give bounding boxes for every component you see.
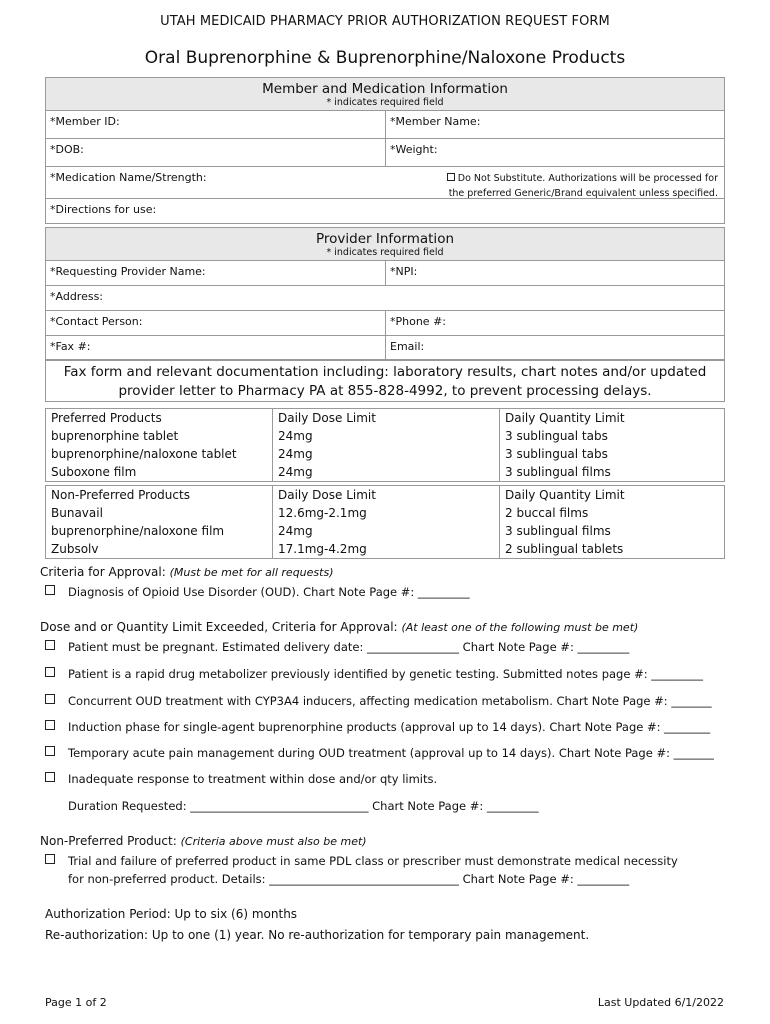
table-cell: 24mg [273, 445, 500, 463]
criteria-item-cyp3a4[interactable] [45, 694, 712, 708]
criteria-item-text: Patient must be pregnant. Estimated delivery date: ________________ Chart Note Page #: _________ [68, 640, 630, 654]
table-cell: buprenorphine tablet [46, 427, 273, 445]
nonpreferred-criteria-note: (Criteria above must also be met) [180, 835, 367, 848]
criteria-item-text: Temporary acute pain management during OUD treatment (approval up to 14 days). Chart Note Page #: _______ [68, 746, 714, 760]
table-cell: Bunavail [46, 504, 273, 522]
member-medication-section [45, 77, 725, 224]
criteria-approval-title: Criteria for Approval: [40, 565, 166, 579]
table-row [46, 504, 725, 522]
member-name-field[interactable]: *Member Name: [390, 115, 481, 128]
criteria-item-acute-pain[interactable] [45, 746, 714, 760]
fax-instructions [45, 360, 725, 402]
column-header: Daily Quantity Limit [500, 486, 725, 505]
dose-criteria-heading [40, 620, 740, 634]
table-cell: 24mg [273, 522, 500, 540]
table-row [46, 427, 725, 445]
table-cell: 17.1mg-4.2mg [273, 540, 500, 559]
table-cell: 24mg [273, 427, 500, 445]
dose-criteria-note: (At least one of the following must be met) [401, 621, 639, 634]
authorization-period: Authorization Period: Up to six (6) months [45, 907, 298, 921]
table-cell: 2 buccal films [500, 504, 725, 522]
criteria-item-induction[interactable] [45, 720, 710, 734]
table-row [46, 522, 725, 540]
criteria-approval-note: (Must be met for all requests) [169, 566, 334, 579]
directions-field[interactable]: *Directions for use: [50, 203, 157, 216]
table-header-row [46, 409, 725, 428]
trial-failure-checkbox[interactable] [45, 854, 55, 864]
column-header: Daily Dose Limit [273, 409, 500, 428]
nonpreferred-criteria-heading [40, 834, 740, 848]
dns-text-line1: Do Not Substitute. Authorizations will be processed for [457, 173, 718, 184]
oud-diagnosis-checkbox[interactable] [45, 585, 55, 595]
provider-section-title: Provider Information [315, 231, 455, 247]
member-section-subtitle: * indicates required field [326, 97, 444, 108]
criteria-item-text: Inadequate response to treatment within dose and/or qty limits. [68, 772, 438, 786]
induction-checkbox[interactable] [45, 720, 55, 730]
page-number: Page 1 of 2 [45, 996, 107, 1009]
contact-person-field[interactable]: *Contact Person: [46, 311, 386, 335]
cyp3a4-checkbox[interactable] [45, 694, 55, 704]
table-cell: 3 sublingual films [500, 463, 725, 482]
pregnant-checkbox[interactable] [45, 640, 55, 650]
weight-field[interactable]: *Weight: [390, 143, 438, 156]
acute-pain-checkbox[interactable] [45, 746, 55, 756]
criteria-item-text: Concurrent OUD treatment with CYP3A4 inducers, affecting medication metabolism. Chart Note Page #: _______ [68, 694, 712, 708]
trial-failure-item[interactable] [45, 854, 678, 868]
member-section-header [46, 78, 724, 111]
column-header: Preferred Products [46, 409, 273, 428]
rapid-metabolizer-checkbox[interactable] [45, 667, 55, 677]
oud-diagnosis-text: Diagnosis of Opioid Use Disorder (OUD). Chart Note Page #: _________ [68, 585, 470, 599]
table-cell: buprenorphine/naloxone tablet [46, 445, 273, 463]
criteria-item-text: Induction phase for single-agent buprenorphine products (approval up to 14 days). Chart Note Page #: ________ [68, 720, 711, 734]
reauthorization-note: Re-authorization: Up to one (1) year. No re-authorization for temporary pain management. [45, 928, 590, 942]
form-title: Oral Buprenorphine & Buprenorphine/Naloxone Products [144, 48, 626, 68]
provider-section [45, 227, 725, 360]
trial-failure-details-field[interactable]: for non-preferred product. Details: _________________________________ Chart Note Page #: _________ [68, 872, 630, 886]
member-id-field[interactable]: *Member ID: [46, 111, 386, 138]
criteria-item-pregnant[interactable] [45, 640, 629, 654]
npi-field[interactable]: *NPI: [390, 265, 418, 278]
provider-name-field[interactable]: *Requesting Provider Name: [46, 261, 386, 285]
dob-field[interactable]: *DOB: [46, 139, 386, 166]
phone-field[interactable]: *Phone #: [390, 315, 446, 328]
table-cell: Zubsolv [46, 540, 273, 559]
criteria-item-text: Patient is a rapid drug metabolizer previously identified by genetic testing. Submitted notes page #: _________ [68, 667, 703, 681]
nonpreferred-criteria-title: Non-Preferred Product: [40, 834, 177, 848]
nonpreferred-products-table [45, 485, 725, 559]
table-cell: 12.6mg-2.1mg [273, 504, 500, 522]
table-header-row [46, 486, 725, 505]
table-cell: buprenorphine/naloxone film [46, 522, 273, 540]
criteria-item-inadequate-response[interactable] [45, 772, 437, 786]
last-updated: Last Updated 6/1/2022 [597, 996, 724, 1009]
table-cell: Suboxone film [46, 463, 273, 482]
medication-field[interactable]: *Medication Name/Strength: [50, 171, 207, 184]
table-row [46, 445, 725, 463]
fax-field[interactable]: *Fax #: [46, 336, 386, 359]
do-not-substitute-checkbox[interactable] [447, 173, 455, 181]
provider-section-subtitle: * indicates required field [326, 247, 444, 258]
criteria-approval-heading [40, 565, 740, 579]
table-cell: 2 sublingual tablets [500, 540, 725, 559]
oud-diagnosis-item[interactable] [45, 585, 470, 599]
dns-text-line2: the preferred Generic/Brand equivalent unless specified. [448, 188, 718, 199]
fax-note-line2: provider letter to Pharmacy PA at 855-828-4992, to prevent processing delays. [118, 383, 652, 399]
column-header: Daily Quantity Limit [500, 409, 725, 428]
table-row [46, 540, 725, 559]
column-header: Non-Preferred Products [46, 486, 273, 505]
form-header: UTAH MEDICAID PHARMACY PRIOR AUTHORIZATION REQUEST FORM [160, 14, 610, 29]
address-field[interactable]: *Address: [50, 290, 104, 303]
duration-requested-field[interactable]: Duration Requested: _______________________________ Chart Note Page #: _________ [68, 799, 539, 813]
email-field[interactable]: Email: [390, 340, 425, 353]
inadequate-response-checkbox[interactable] [45, 772, 55, 782]
dose-criteria-title: Dose and or Quantity Limit Exceeded, Criteria for Approval: [40, 620, 398, 634]
fax-note-line1: Fax form and relevant documentation including: laboratory results, chart notes and/or updated [63, 364, 707, 380]
table-cell: 3 sublingual tabs [500, 427, 725, 445]
table-cell: 24mg [273, 463, 500, 482]
criteria-item-rapid-metabolizer[interactable] [45, 667, 703, 681]
provider-section-header [46, 228, 724, 261]
table-row [46, 463, 725, 482]
trial-failure-text: Trial and failure of preferred product in same PDL class or prescriber must demonstrate medical necessity [68, 854, 678, 868]
member-section-title: Member and Medication Information [262, 81, 508, 97]
table-cell: 3 sublingual tabs [500, 445, 725, 463]
column-header: Daily Dose Limit [273, 486, 500, 505]
table-cell: 3 sublingual films [500, 522, 725, 540]
preferred-products-table [45, 408, 725, 482]
do-not-substitute-option[interactable] [346, 167, 724, 198]
